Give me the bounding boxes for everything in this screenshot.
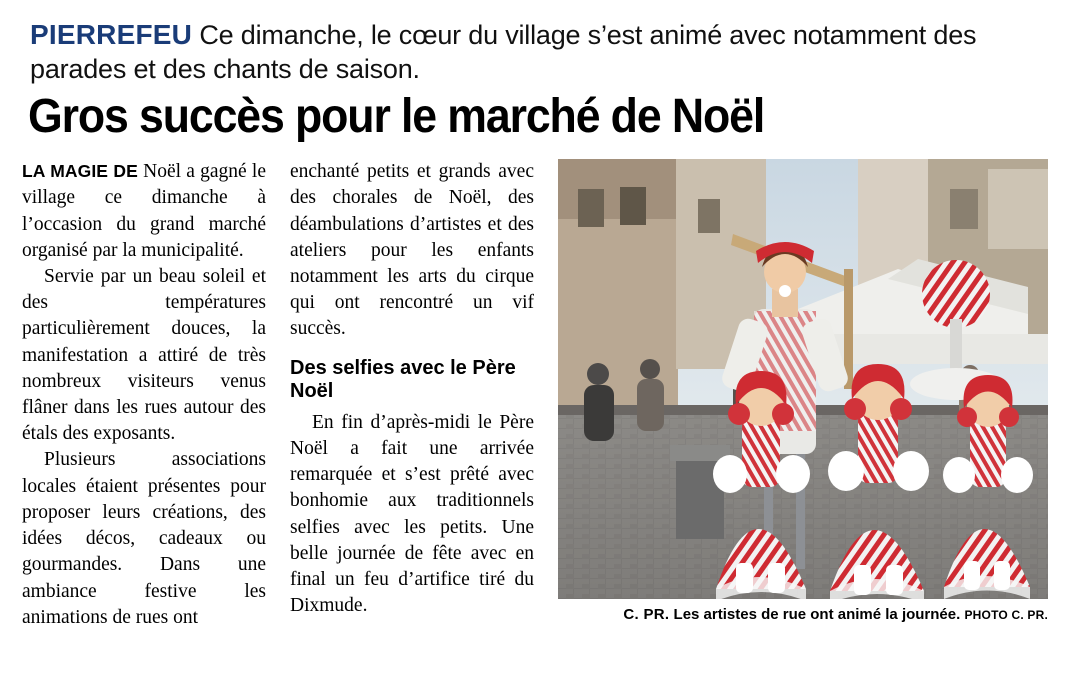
standfirst xyxy=(22,18,1064,86)
lead-in-text: LA MAGIE DE xyxy=(22,161,138,182)
paragraph: En fin d’après-midi le Père Noël a fait une arrivée remarquée et s’est prêté avec bonhomie aux traditionnels selfies avec les petits. Une belle journée de fête avec en final un feu d’artifice tiré du Dixmude. xyxy=(290,411,534,617)
article-photo xyxy=(558,159,1048,599)
paragraph xyxy=(22,159,266,264)
photo-caption xyxy=(558,606,1048,625)
article-body xyxy=(22,159,1064,631)
paragraph: Plusieurs associations locales étaient présentes pour proposer leurs créations, des idées décos, cadeaux ou gourmandes. Dans une ambiance festive les animations de rues ont xyxy=(22,449,266,628)
caption-byline: C. PR. xyxy=(623,606,670,624)
standfirst-text: Ce dimanche, le cœur du village s’est animé avec notamment des parades et des chants de saison. xyxy=(30,20,977,84)
article-column-1 xyxy=(22,159,290,631)
photo-block xyxy=(558,159,1048,625)
photo-credit: PHOTO C. PR. xyxy=(964,608,1048,623)
paragraph: enchanté petits et grands avec des chorales de Noël, des déambulations d’artistes et des ateliers pour les enfants notamment les arts du cirque qui ont rencontré un vif succès. xyxy=(290,161,534,340)
page-title: Gros succès pour le marché de Noël xyxy=(28,90,765,144)
photo-illustration xyxy=(558,159,1048,599)
paragraph-text: Noël a gagné le village ce dimanche à l’occasion du grand marché organisé par la municipalité. xyxy=(22,161,266,261)
paragraph: Servie par un beau soleil et des températures particulièrement douces, la manifestation a attiré de très nombreux visiteurs venus flâner dans les rues autour des étals des exposants. xyxy=(22,265,266,445)
locality-label: PIERREFEU xyxy=(30,19,193,50)
section-subheading: Des selfies avec le Père Noël xyxy=(290,356,516,403)
caption-text: Les artistes de rue ont animé la journée. xyxy=(673,606,961,624)
article-column-2 xyxy=(290,159,558,619)
